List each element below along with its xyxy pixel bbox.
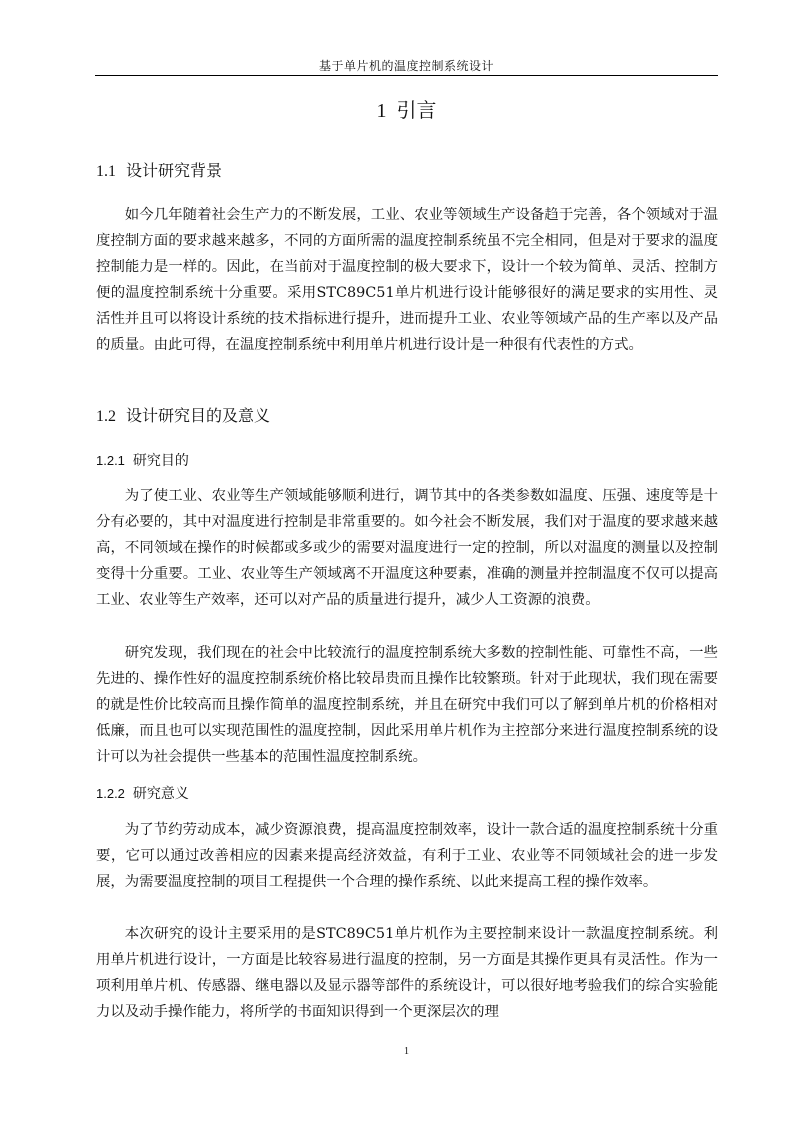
chapter-title [95, 96, 718, 125]
subsection-title: 研究目的 [132, 453, 189, 469]
subsection-heading-1-2-2 [96, 784, 189, 804]
paragraph-background: 如今几年随着社会生产力的不断发展，工业、农业等领域生产设备趋于完善，各个领域对于温度控制方面的要求越来越多，不同的方面所需的温度控制系统虽不完全相同，但是对于要求的温度控制能力是一样的。因此，在当前对于温度控制的极大要求下，设计一个较为简单、灵活、控制方便的温度控制系统十分重要。采用STC89C51单片机进行设计能够很好的满足要求的实用性、灵活性并且可以将设计系统的技术指标进行提升，进而提升工业、农业等领域产品的生产率以及产品的质量。由此可得，在温度控制系统中利用单片机进行设计是一种很有代表性的方式。 [96, 207, 718, 354]
chapter-number: 1 [376, 100, 387, 122]
subsection-number: 1.2.2 [96, 786, 125, 801]
chapter-title-text: 引言 [396, 98, 437, 122]
paragraph-purpose-1: 为了使工业、农业等生产领域能够顺利进行，调节其中的各类参数如温度、压强、速度等是十分有必要的，其中对温度进行控制是非常重要的。如今社会不断发展，我们对于温度的要求越来越高，不同领域在操作的时候都或多或少的需要对温度进行一定的控制，所以对温度的测量以及控制变得十分重要。工业、农业等生产领域离不开温度这种要素，准确的测量并控制温度不仅可以提高工业、农业等生产效率，还可以对产品的质量进行提升，减少人工资源的浪费。 [96, 488, 718, 609]
page-number: 1 [404, 1046, 409, 1057]
paragraph-purpose-2: 研究发现，我们现在的社会中比较流行的温度控制系统大多数的控制性能、可靠性不高，一些先进的、操作性好的温度控制系统价格比较昂贵而且操作比较繁琐。针对于此现状，我们现在需要的就是性价比较高而且操作简单的温度控制系统，并且在研究中我们可以了解到单片机的价格相对低廉，而且也可以实现范围性的温度控制，因此采用单片机作为主控部分来进行温度控制系统的设计可以为社会提供一些基本的范围性温度控制系统。 [96, 645, 718, 766]
paragraph-significance-2: 本次研究的设计主要采用的是STC89C51单片机作为主要控制来设计一款温度控制系统。利用单片机进行设计，一方面是比较容易进行温度的控制，另一方面是其操作更具有灵活性。作为一项利用单片机、传感器、继电器以及显示器等部件的系统设计，可以很好地考验我们的综合实验能力以及动手操作能力，将所学的书面知识得到一个更深层次的理 [96, 926, 718, 1021]
paragraph-significance-1: 为了节约劳动成本，减少资源浪费，提高温度控制效率，设计一款合适的温度控制系统十分重要，它可以通过改善相应的因素来提高经济效益，有利于工业、农业等不同领域社会的进一步发展，为需要温度控制的项目工程提供一个合理的操作系统、以此来提高工程的操作效率。 [96, 822, 718, 891]
section-title: 设计研究目的及意义 [126, 406, 271, 425]
subsection-heading-1-2-1 [96, 451, 189, 471]
subsection-number: 1.2.1 [96, 453, 125, 468]
section-number: 1.2 [96, 408, 116, 425]
running-header: 基于单片机的温度控制系统设计 [318, 59, 494, 73]
section-number: 1.1 [96, 163, 116, 180]
section-heading-1-2 [96, 405, 270, 428]
section-heading-1-1 [96, 160, 222, 183]
section-title: 设计研究背景 [126, 161, 223, 180]
header-rule [95, 75, 718, 76]
subsection-title: 研究意义 [132, 786, 189, 802]
